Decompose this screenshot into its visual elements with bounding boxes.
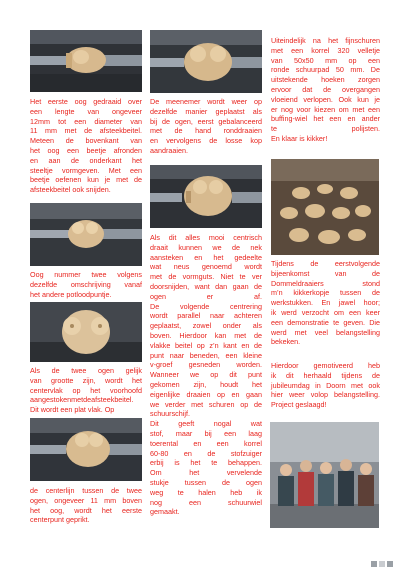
col1-paragraph-3: Als de twee ogen gelijk van grootte zijn, wordt het centervlak op het voorhoofd aangestokenmetdeafsteekbeitel. Dit wordt een plat vlak. Op (30, 366, 142, 415)
col1-paragraph-1: Het eerste oog gedraaid over een lengte van ongeveer 12mm tot een diameter van 11 mm met de afsteekbeitel. Meteen de bovenkant van het oog een beetje afronden en aan de onderkant het steeltje vormgeven. Met een beetje oefenen kun je met de afsteekbeitel ook snijden. (30, 97, 142, 195)
col1-paragraph-2: Oog nummer twee volgens dezelfde omschrijving vanaf het andere potloodpuntje. (30, 270, 142, 299)
demonstration-audience-photo (270, 422, 379, 528)
col3-paragraph-1: Uiteindelijk na het fijnschuren met een korrel 320 velletje van 50x50 mm op een ronde schuurpad 50 mm. De uitstekende hoeken zorgen ervoor dat de overgangen vloeiend verlopen. Ook kun je er nog voor kiezen om met een buffing-wiel het een en ander te polijsten. En klaar is kikker! (271, 36, 380, 143)
lathe-photo-drive-center (150, 30, 262, 93)
club-logo-icon (371, 556, 393, 566)
lathe-photo-second-eye (30, 203, 142, 266)
lathe-photo-eye-turning (30, 30, 142, 92)
col2-paragraph-1: De meenemer wordt weer op dezelfde manier geplaatst als bij de ogen, eerst gebalanceerd met de hand ronddraaien en vervolgens de losse kop aandraaien. (150, 97, 262, 155)
lathe-photo-neck-cut (150, 165, 262, 228)
frogs-collection-photo (271, 159, 379, 255)
col1-paragraph-4: de centerlijn tussen de twee ogen, ongeveer 11 mm boven het oog, wordt het eerste centerpunt geprikt. (30, 486, 142, 525)
col3-paragraph-2: Tijdens de eerstvolgende bijeenkomst van de Dommeldraaiers stond m’n kikkerkopje tussen de werkstukken. En jawel hoor; ik werd verzocht om een keer een demonstratie te geven. Die werd met veel belangstelling bekeken. (271, 259, 380, 347)
col2-paragraph-2: Als dit alles mooi centrisch draait kunnen we de nek aansteken en het gedeelte wat neus genoemd wordt met de vormguts. Niet te ver doorsnijden, want dan gaan de ogen er af. De volgende centrering wordt parallel naar achteren geplaatst, zowel onder als boven. Hierdoor kan met de vlakke beitel op z’n kant en de punt naar beneden, een kleine v-groef gesneden worden. Wanneer we op dit punt gekomen zijn, houdt het eigenlijke draaien op en gaan we verder met schuren op de schuurschijf. Dit geeft nogal wat stof, maar bij een laag toerental en een korrel 60-80 en de stofzuiger erbij is het te behappen. Om het vervelende stukje tussen de ogen weg te halen heb ik nog een schuurwiel gemaakt. (150, 233, 262, 517)
lathe-photo-centerpoint (30, 418, 142, 481)
col3-paragraph-3: Hierdoor gemotiveerd heb ik dit herhaald tijdens de jubileumdag in Doorn met ook hier weer volop belangstelling. Project geslaagd! (271, 361, 380, 410)
lathe-photo-two-eyes (30, 302, 142, 362)
